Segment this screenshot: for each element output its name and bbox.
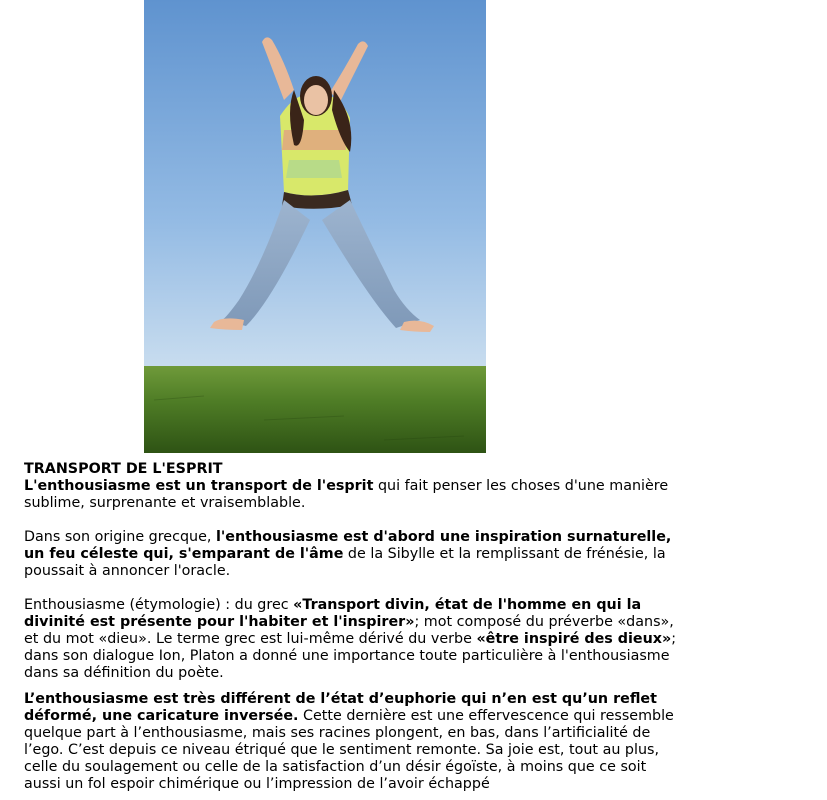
bold-phrase: «être inspiré des dieux» [476,631,672,647]
bold-phrase: L'enthousiasme est un transport de l'esprit [24,478,374,494]
paragraph-euphoria [24,691,684,793]
text-run: Enthousiasme (étymologie) : du grec [24,597,294,613]
text-run: de la Sibylle et la remplissant de frénésie, la poussait à annoncer l'oracle. [24,546,666,579]
grass-field [144,366,486,453]
spacer [24,512,684,529]
hero-photo [144,0,486,453]
article [24,461,684,793]
article-heading: TRANSPORT DE L'ESPRIT [24,461,223,477]
paragraph-definition [24,478,684,512]
text-run: Dans son origine grecque, [24,529,216,545]
spacer [24,580,684,597]
text-run: qui fait penser les choses d'une manière sublime, surprenante et vraisemblable. [24,478,669,511]
paragraph-origin [24,529,684,580]
text-run: ; dans son dialogue Ion, Platon a donné une importance toute particulière à l'enthousiasme dans sa définition du poète. [24,631,677,681]
text-run: Cette dernière est une effervescence qui ressemble quelque part à l’enthousiasme, mais ses racines plongent, en bas, dans l’artificialité de l’ego. C’est depuis ce niveau étriqué que le sentiment remonte. Sa joie est, tout au plus, celle du soulagement ou celle de la satisfaction d’un désir égoïste, à moins que ce soit aussi un fol espoir chimérique ou l’impression de l’avoir échappé [24,708,674,792]
spacer [24,682,684,691]
bold-phrase: L’enthousiasme est très différent de l’état d’euphorie qui n’en est qu’un reflet déformé, une caricature inversée. [24,691,657,724]
text-run: ; mot composé du préverbe «dans», et du mot «dieu». Le terme grec est lui-même dérivé du verbe [24,614,674,647]
bold-phrase: l'enthousiasme est d'abord une inspiration surnaturelle, un feu céleste qui, s'emparant de l'âme [24,529,672,562]
paragraph-etymology [24,597,684,682]
bold-phrase: «Transport divin, état de l'homme en qui la divinité est présente pour l'habiter et l'inspirer» [24,597,642,630]
